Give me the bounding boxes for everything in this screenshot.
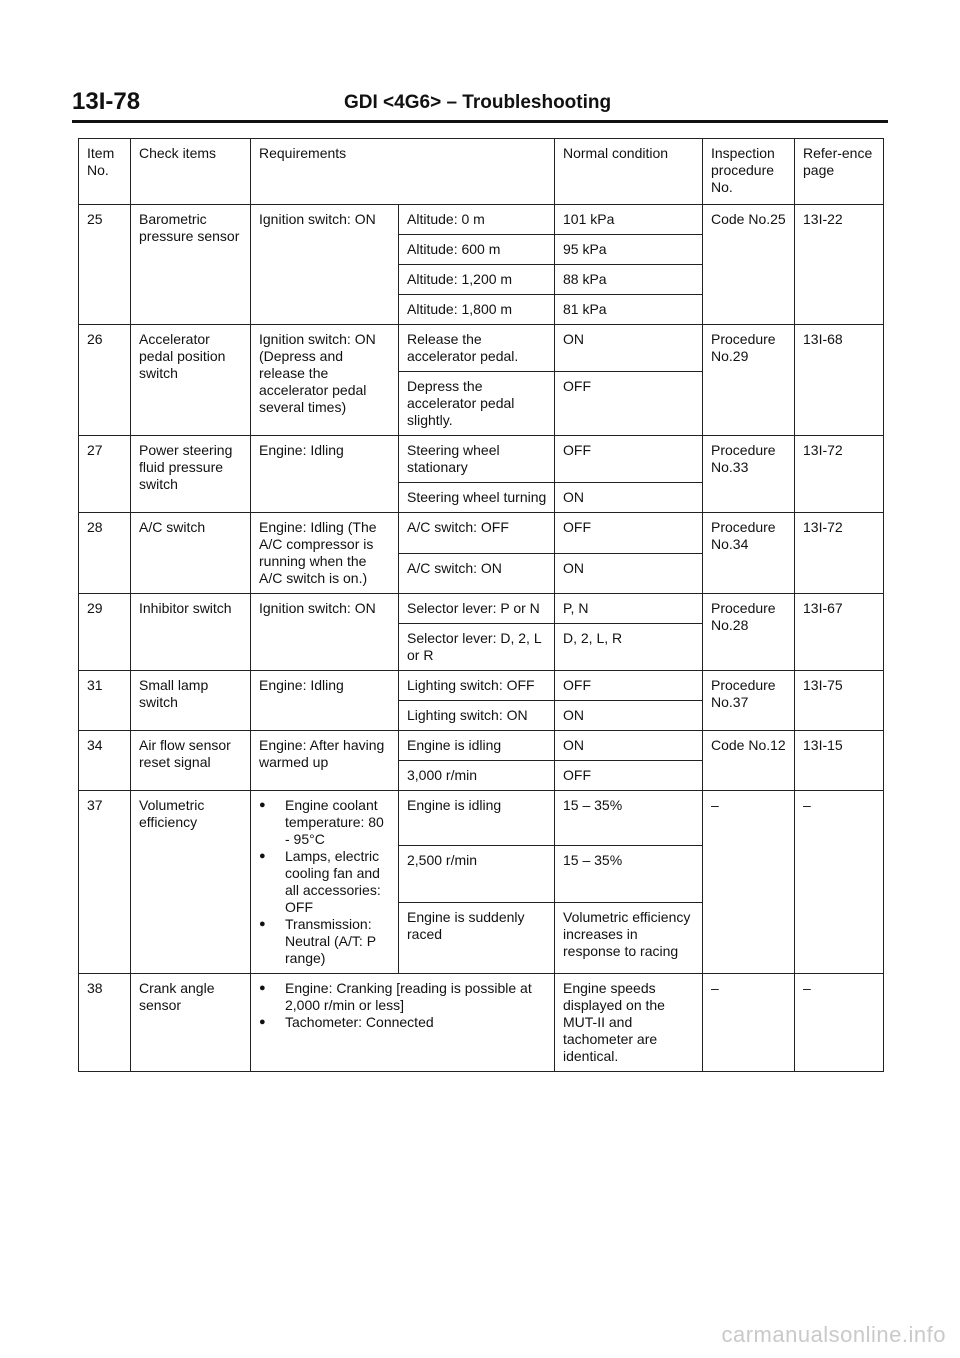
- requirement: Engine: Idling (The A/C compressor is running when the A/C switch is on.): [251, 513, 399, 594]
- check-item: Crank angle sensor: [131, 974, 251, 1072]
- reference-page: 13I-72: [795, 436, 884, 513]
- check-item: Inhibitor switch: [131, 594, 251, 671]
- table-row: [79, 671, 884, 701]
- normal-condition: OFF: [555, 671, 703, 701]
- inspection-procedure: Procedure No.34: [703, 513, 795, 594]
- sub-condition: Altitude: 1,800 m: [399, 295, 555, 325]
- item-no: 34: [79, 731, 131, 791]
- inspection-procedure: Procedure No.28: [703, 594, 795, 671]
- normal-condition: OFF: [555, 761, 703, 791]
- normal-condition: Volumetric efficiency increases in response to racing: [555, 903, 703, 974]
- reference-page: 13I-15: [795, 731, 884, 791]
- sub-condition: Steering wheel turning: [399, 483, 555, 513]
- sub-condition: Engine is idling: [399, 791, 555, 846]
- sub-condition: Release the accelerator pedal.: [399, 325, 555, 372]
- sub-condition: Steering wheel stationary: [399, 436, 555, 483]
- item-no: 26: [79, 325, 131, 436]
- sub-condition: A/C switch: OFF: [399, 513, 555, 554]
- normal-condition: D, 2, L, R: [555, 624, 703, 671]
- requirement-bullet: ● Tachometer: Connected: [259, 1014, 548, 1031]
- inspection-procedure: –: [703, 974, 795, 1072]
- sub-condition: Altitude: 0 m: [399, 205, 555, 235]
- normal-condition: 81 kPa: [555, 295, 703, 325]
- check-items-table: [78, 138, 884, 1072]
- item-no: 29: [79, 594, 131, 671]
- item-no: 27: [79, 436, 131, 513]
- sub-condition: A/C switch: ON: [399, 553, 555, 594]
- table-row: [79, 513, 884, 554]
- normal-condition: ON: [555, 731, 703, 761]
- reference-page: 13I-22: [795, 205, 884, 325]
- normal-condition: P, N: [555, 594, 703, 624]
- check-item: Accelerator pedal position switch: [131, 325, 251, 436]
- requirement: Engine: Idling: [251, 671, 399, 731]
- inspection-procedure: –: [703, 791, 795, 974]
- reference-page: 13I-67: [795, 594, 884, 671]
- check-item: Barometric pressure sensor: [131, 205, 251, 325]
- reference-page: 13I-72: [795, 513, 884, 594]
- item-no: 38: [79, 974, 131, 1072]
- requirement-bullet: ● Lamps, electric cooling fan and all accessories: OFF: [259, 848, 392, 916]
- check-item: Air flow sensor reset signal: [131, 731, 251, 791]
- normal-condition: 95 kPa: [555, 235, 703, 265]
- requirement: Engine: Idling: [251, 436, 399, 513]
- requirement-bullets: [259, 797, 392, 967]
- col-requirements: Requirements: [251, 139, 555, 205]
- sub-condition: 2,500 r/min: [399, 846, 555, 903]
- item-no: 28: [79, 513, 131, 594]
- sub-condition: Depress the accelerator pedal slightly.: [399, 372, 555, 436]
- sub-condition: Altitude: 1,200 m: [399, 265, 555, 295]
- sub-condition: Lighting switch: ON: [399, 701, 555, 731]
- requirement: Ignition switch: ON: [251, 205, 399, 325]
- check-item: Power steering fluid pressure switch: [131, 436, 251, 513]
- requirement: [251, 974, 555, 1072]
- col-reference-page: Refer-ence page: [795, 139, 884, 205]
- inspection-procedure: Procedure No.29: [703, 325, 795, 436]
- requirement: Ignition switch: ON (Depress and release the accelerator pedal several times): [251, 325, 399, 436]
- check-item: Small lamp switch: [131, 671, 251, 731]
- reference-page: –: [795, 974, 884, 1072]
- inspection-procedure: Code No.25: [703, 205, 795, 325]
- col-inspection-procedure: Inspection procedure No.: [703, 139, 795, 205]
- requirement-bullet: ● Engine coolant temperature: 80 - 95°C: [259, 797, 392, 848]
- normal-condition: 101 kPa: [555, 205, 703, 235]
- requirement: Ignition switch: ON: [251, 594, 399, 671]
- normal-condition: OFF: [555, 436, 703, 483]
- table-row: [79, 974, 884, 1072]
- normal-condition: 88 kPa: [555, 265, 703, 295]
- reference-page: –: [795, 791, 884, 974]
- sub-condition: Engine is idling: [399, 731, 555, 761]
- table-header-row: [79, 139, 884, 205]
- inspection-procedure: Code No.12: [703, 731, 795, 791]
- sub-condition: Selector lever: P or N: [399, 594, 555, 624]
- item-no: 37: [79, 791, 131, 974]
- sub-condition: 3,000 r/min: [399, 761, 555, 791]
- check-item: Volumetric efficiency: [131, 791, 251, 974]
- page-number: 13I-78: [72, 88, 141, 115]
- page-title: GDI <4G6> – Troubleshooting: [344, 92, 612, 113]
- table-row: [79, 436, 884, 483]
- normal-condition: ON: [555, 701, 703, 731]
- requirement: Engine: After having warmed up: [251, 731, 399, 791]
- sub-condition: Engine is suddenly raced: [399, 903, 555, 974]
- reference-page: 13I-68: [795, 325, 884, 436]
- item-no: 31: [79, 671, 131, 731]
- watermark: carmanualsonline.info: [721, 1322, 946, 1347]
- requirement-bullet: ● Transmission: Neutral (A/T: P range): [259, 916, 392, 967]
- reference-page: 13I-75: [795, 671, 884, 731]
- item-no: 25: [79, 205, 131, 325]
- normal-condition: Engine speeds displayed on the MUT-II and tachometer are identical.: [555, 974, 703, 1072]
- normal-condition: OFF: [555, 372, 703, 436]
- normal-condition: ON: [555, 553, 703, 594]
- requirement-bullet: ● Engine: Cranking [reading is possible at 2,000 r/min or less]: [259, 980, 548, 1014]
- table-row: [79, 325, 884, 372]
- sub-condition: Altitude: 600 m: [399, 235, 555, 265]
- table-row: [79, 731, 884, 761]
- col-check-items: Check items: [131, 139, 251, 205]
- requirement: [251, 791, 399, 974]
- check-item: A/C switch: [131, 513, 251, 594]
- inspection-procedure: Procedure No.37: [703, 671, 795, 731]
- col-normal-condition: Normal condition: [555, 139, 703, 205]
- normal-condition: ON: [555, 325, 703, 372]
- sub-condition: Selector lever: D, 2, L or R: [399, 624, 555, 671]
- normal-condition: 15 – 35%: [555, 791, 703, 846]
- normal-condition: OFF: [555, 513, 703, 554]
- header-rule: [72, 120, 888, 123]
- normal-condition: ON: [555, 483, 703, 513]
- table-row: [79, 594, 884, 624]
- normal-condition: 15 – 35%: [555, 846, 703, 903]
- requirement-bullets: [259, 980, 548, 1031]
- table-row: [79, 205, 884, 235]
- inspection-procedure: Procedure No.33: [703, 436, 795, 513]
- col-item-no: Item No.: [79, 139, 131, 205]
- sub-condition: Lighting switch: OFF: [399, 671, 555, 701]
- table-row: [79, 791, 884, 846]
